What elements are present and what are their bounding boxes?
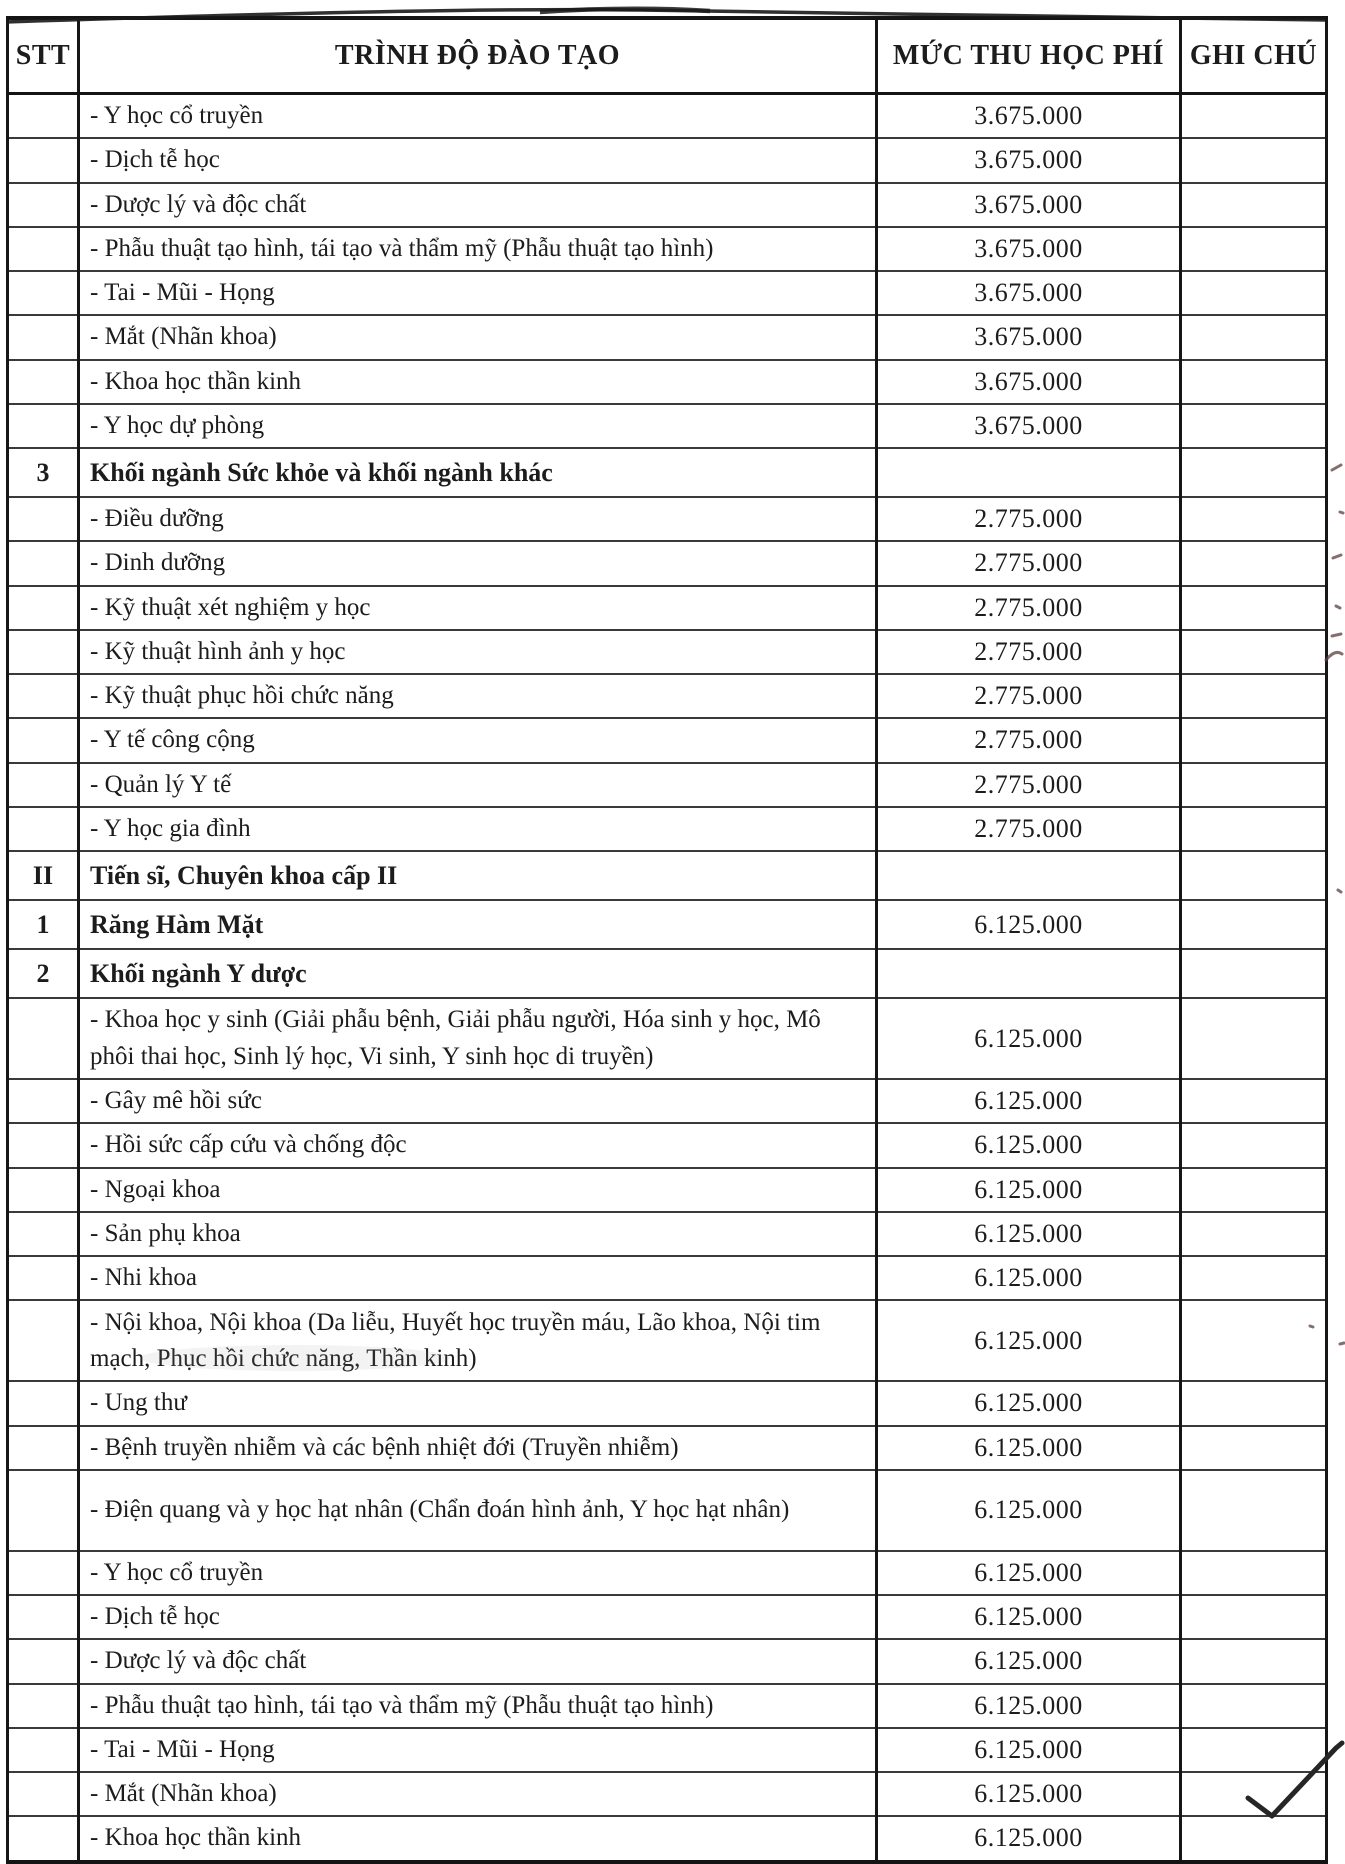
fee-cell: 2.775.000 (877, 763, 1181, 807)
table-row (8, 315, 1327, 359)
program-cell: - Hồi sức cấp cứu và chống độc (79, 1123, 877, 1167)
stt-cell (8, 1381, 79, 1425)
note-cell (1181, 227, 1327, 271)
table-row (8, 1470, 1327, 1551)
fee-cell: 2.775.000 (877, 807, 1181, 851)
table-row (8, 1816, 1327, 1861)
program-cell: - Dịch tễ học (79, 1595, 877, 1639)
column-header-program: TRÌNH ĐỘ ĐÀO TẠO (79, 18, 877, 94)
fee-cell (877, 949, 1181, 998)
note-cell (1181, 949, 1327, 998)
program-cell: - Y học cổ truyền (79, 94, 877, 139)
table-row (8, 448, 1327, 497)
table-row (8, 1123, 1327, 1167)
fee-cell: 2.775.000 (877, 630, 1181, 674)
note-cell (1181, 1123, 1327, 1167)
program-cell: - Y học cổ truyền (79, 1551, 877, 1595)
fee-cell: 3.675.000 (877, 138, 1181, 182)
fee-cell: 6.125.000 (877, 1470, 1181, 1551)
table-row (8, 998, 1327, 1079)
program-cell: Tiến sĩ, Chuyên khoa cấp II (79, 851, 877, 900)
table-row (8, 1426, 1327, 1470)
program-cell: - Ngoại khoa (79, 1168, 877, 1212)
stt-cell (8, 630, 79, 674)
stt-cell (8, 360, 79, 404)
fee-cell: 6.125.000 (877, 1551, 1181, 1595)
note-cell (1181, 1426, 1327, 1470)
stt-cell: 3 (8, 448, 79, 497)
table-row (8, 541, 1327, 585)
note-cell (1181, 1212, 1327, 1256)
fee-cell: 2.775.000 (877, 541, 1181, 585)
note-cell (1181, 718, 1327, 762)
column-header-stt: STT (8, 18, 79, 94)
stt-cell (8, 1816, 79, 1861)
table-row (8, 851, 1327, 900)
stt-cell: II (8, 851, 79, 900)
program-cell: - Bệnh truyền nhiễm và các bệnh nhiệt đới (Truyền nhiễm) (79, 1426, 877, 1470)
fee-cell (877, 851, 1181, 900)
note-cell (1181, 851, 1327, 900)
table-row (8, 1256, 1327, 1300)
program-cell: - Dịch tễ học (79, 138, 877, 182)
stt-cell (8, 404, 79, 448)
table-row (8, 1595, 1327, 1639)
program-cell: - Y học gia đình (79, 807, 877, 851)
note-cell (1181, 1639, 1327, 1683)
stt-cell (8, 1470, 79, 1551)
fee-cell: 6.125.000 (877, 900, 1181, 949)
program-cell: - Y học dự phòng (79, 404, 877, 448)
table-header-row (8, 18, 1327, 94)
note-cell (1181, 630, 1327, 674)
note-cell (1181, 807, 1327, 851)
note-cell (1181, 1381, 1327, 1425)
table-row (8, 1639, 1327, 1683)
table-row (8, 138, 1327, 182)
fee-cell: 2.775.000 (877, 718, 1181, 762)
stt-cell (8, 1300, 79, 1381)
note-cell (1181, 1595, 1327, 1639)
program-cell: - Kỹ thuật phục hồi chức năng (79, 674, 877, 718)
note-cell (1181, 674, 1327, 718)
program-cell: - Nhi khoa (79, 1256, 877, 1300)
program-cell: - Ung thư (79, 1381, 877, 1425)
note-cell (1181, 448, 1327, 497)
stt-cell (8, 718, 79, 762)
table-row (8, 1212, 1327, 1256)
stt-cell (8, 271, 79, 315)
program-cell: - Điều dưỡng (79, 497, 877, 541)
fee-cell: 2.775.000 (877, 674, 1181, 718)
table-row (8, 1551, 1327, 1595)
table-row (8, 630, 1327, 674)
note-cell (1181, 1772, 1327, 1816)
note-cell (1181, 404, 1327, 448)
program-cell: - Kỹ thuật xét nghiệm y học (79, 586, 877, 630)
table-row (8, 1381, 1327, 1425)
fee-cell: 6.125.000 (877, 1123, 1181, 1167)
note-cell (1181, 94, 1327, 139)
program-cell: - Dinh dưỡng (79, 541, 877, 585)
stt-cell (8, 1168, 79, 1212)
program-cell: - Phẫu thuật tạo hình, tái tạo và thẩm mỹ (Phẫu thuật tạo hình) (79, 227, 877, 271)
fee-cell: 3.675.000 (877, 183, 1181, 227)
fee-cell: 3.675.000 (877, 404, 1181, 448)
program-cell: - Gây mê hồi sức (79, 1079, 877, 1123)
fee-cell: 6.125.000 (877, 1168, 1181, 1212)
note-cell (1181, 541, 1327, 585)
program-cell: - Khoa học thần kinh (79, 360, 877, 404)
stt-cell (8, 315, 79, 359)
scan-wave-artifact (540, 9, 710, 12)
program-cell: - Nội khoa, Nội khoa (Da liễu, Huyết học truyền máu, Lão khoa, Nội tim mạch, Phục hồi chức năng, Thần kinh) (79, 1300, 877, 1381)
fee-cell: 6.125.000 (877, 1684, 1181, 1728)
table-row (8, 763, 1327, 807)
program-cell: Khối ngành Y dược (79, 949, 877, 998)
stt-cell (8, 1639, 79, 1683)
program-cell: - Tai - Mũi - Họng (79, 271, 877, 315)
stt-cell (8, 497, 79, 541)
program-cell: Răng Hàm Mặt (79, 900, 877, 949)
fee-cell: 6.125.000 (877, 1595, 1181, 1639)
stt-cell: 1 (8, 900, 79, 949)
table-row (8, 1772, 1327, 1816)
stt-cell (8, 183, 79, 227)
table-row (8, 1300, 1327, 1381)
note-cell (1181, 1684, 1327, 1728)
table-row (8, 94, 1327, 139)
table-row (8, 1079, 1327, 1123)
fee-cell: 3.675.000 (877, 94, 1181, 139)
fee-cell: 6.125.000 (877, 1639, 1181, 1683)
table-row (8, 586, 1327, 630)
stt-cell (8, 807, 79, 851)
fee-cell: 6.125.000 (877, 1256, 1181, 1300)
fee-cell: 6.125.000 (877, 1212, 1181, 1256)
table-row (8, 404, 1327, 448)
tuition-fee-table (6, 16, 1328, 1864)
fee-cell: 2.775.000 (877, 497, 1181, 541)
fee-cell: 2.775.000 (877, 586, 1181, 630)
note-cell (1181, 1079, 1327, 1123)
stt-cell (8, 541, 79, 585)
note-cell (1181, 271, 1327, 315)
stt-cell (8, 138, 79, 182)
stt-cell (8, 763, 79, 807)
stt-cell (8, 227, 79, 271)
stt-cell (8, 1684, 79, 1728)
table-row (8, 718, 1327, 762)
fee-cell: 6.125.000 (877, 1426, 1181, 1470)
note-cell (1181, 1256, 1327, 1300)
stt-cell (8, 1256, 79, 1300)
note-cell (1181, 998, 1327, 1079)
stt-cell (8, 1551, 79, 1595)
table-row (8, 1684, 1327, 1728)
table-row (8, 674, 1327, 718)
stt-cell (8, 1728, 79, 1772)
note-cell (1181, 900, 1327, 949)
note-cell (1181, 138, 1327, 182)
stt-cell (8, 674, 79, 718)
fee-cell: 3.675.000 (877, 271, 1181, 315)
program-cell: - Khoa học y sinh (Giải phẫu bệnh, Giải phẫu người, Hóa sinh y học, Mô phôi thai học, Sinh lý học, Vi sinh, Y sinh học di truyền) (79, 998, 877, 1079)
table-row (8, 227, 1327, 271)
note-cell (1181, 1728, 1327, 1772)
table-row (8, 900, 1327, 949)
table-row (8, 360, 1327, 404)
table-row (8, 1728, 1327, 1772)
fee-cell: 6.125.000 (877, 1772, 1181, 1816)
stt-cell (8, 1123, 79, 1167)
stt-cell (8, 1212, 79, 1256)
stt-cell (8, 586, 79, 630)
fee-cell: 3.675.000 (877, 360, 1181, 404)
stt-cell: 2 (8, 949, 79, 998)
stt-cell (8, 1595, 79, 1639)
note-cell (1181, 763, 1327, 807)
table-row (8, 807, 1327, 851)
program-cell: - Y tế công cộng (79, 718, 877, 762)
fee-cell (877, 448, 1181, 497)
fee-cell: 6.125.000 (877, 1381, 1181, 1425)
table-row (8, 497, 1327, 541)
program-cell: - Khoa học thần kinh (79, 1816, 877, 1861)
note-cell (1181, 1300, 1327, 1381)
program-cell: - Quản lý Y tế (79, 763, 877, 807)
stt-cell (8, 94, 79, 139)
table-row (8, 183, 1327, 227)
program-cell: - Mắt (Nhãn khoa) (79, 315, 877, 359)
note-cell (1181, 183, 1327, 227)
fee-cell: 6.125.000 (877, 1079, 1181, 1123)
table-row (8, 271, 1327, 315)
note-cell (1181, 360, 1327, 404)
program-cell: - Tai - Mũi - Họng (79, 1728, 877, 1772)
note-cell (1181, 497, 1327, 541)
note-cell (1181, 1551, 1327, 1595)
program-cell: - Kỹ thuật hình ảnh y học (79, 630, 877, 674)
fee-cell: 6.125.000 (877, 998, 1181, 1079)
column-header-note: GHI CHÚ (1181, 18, 1327, 94)
program-cell: - Sản phụ khoa (79, 1212, 877, 1256)
program-cell: - Phẫu thuật tạo hình, tái tạo và thẩm mỹ (Phẫu thuật tạo hình) (79, 1684, 877, 1728)
program-cell: - Dược lý và độc chất (79, 1639, 877, 1683)
column-header-fee: MỨC THU HỌC PHÍ (877, 18, 1181, 94)
stt-cell (8, 1772, 79, 1816)
program-cell: - Mắt (Nhãn khoa) (79, 1772, 877, 1816)
stt-cell (8, 1426, 79, 1470)
fee-cell: 3.675.000 (877, 227, 1181, 271)
program-cell: - Điện quang và y học hạt nhân (Chẩn đoán hình ảnh, Y học hạt nhân) (79, 1470, 877, 1551)
fee-cell: 3.675.000 (877, 315, 1181, 359)
table-row (8, 1168, 1327, 1212)
program-cell: Khối ngành Sức khỏe và khối ngành khác (79, 448, 877, 497)
note-cell (1181, 1816, 1327, 1861)
note-cell (1181, 1168, 1327, 1212)
stt-cell (8, 1079, 79, 1123)
note-cell (1181, 315, 1327, 359)
stt-cell (8, 998, 79, 1079)
table-row (8, 949, 1327, 998)
fee-cell: 6.125.000 (877, 1728, 1181, 1772)
note-cell (1181, 586, 1327, 630)
fee-cell: 6.125.000 (877, 1300, 1181, 1381)
fee-cell: 6.125.000 (877, 1816, 1181, 1861)
program-cell: - Dược lý và độc chất (79, 183, 877, 227)
note-cell (1181, 1470, 1327, 1551)
